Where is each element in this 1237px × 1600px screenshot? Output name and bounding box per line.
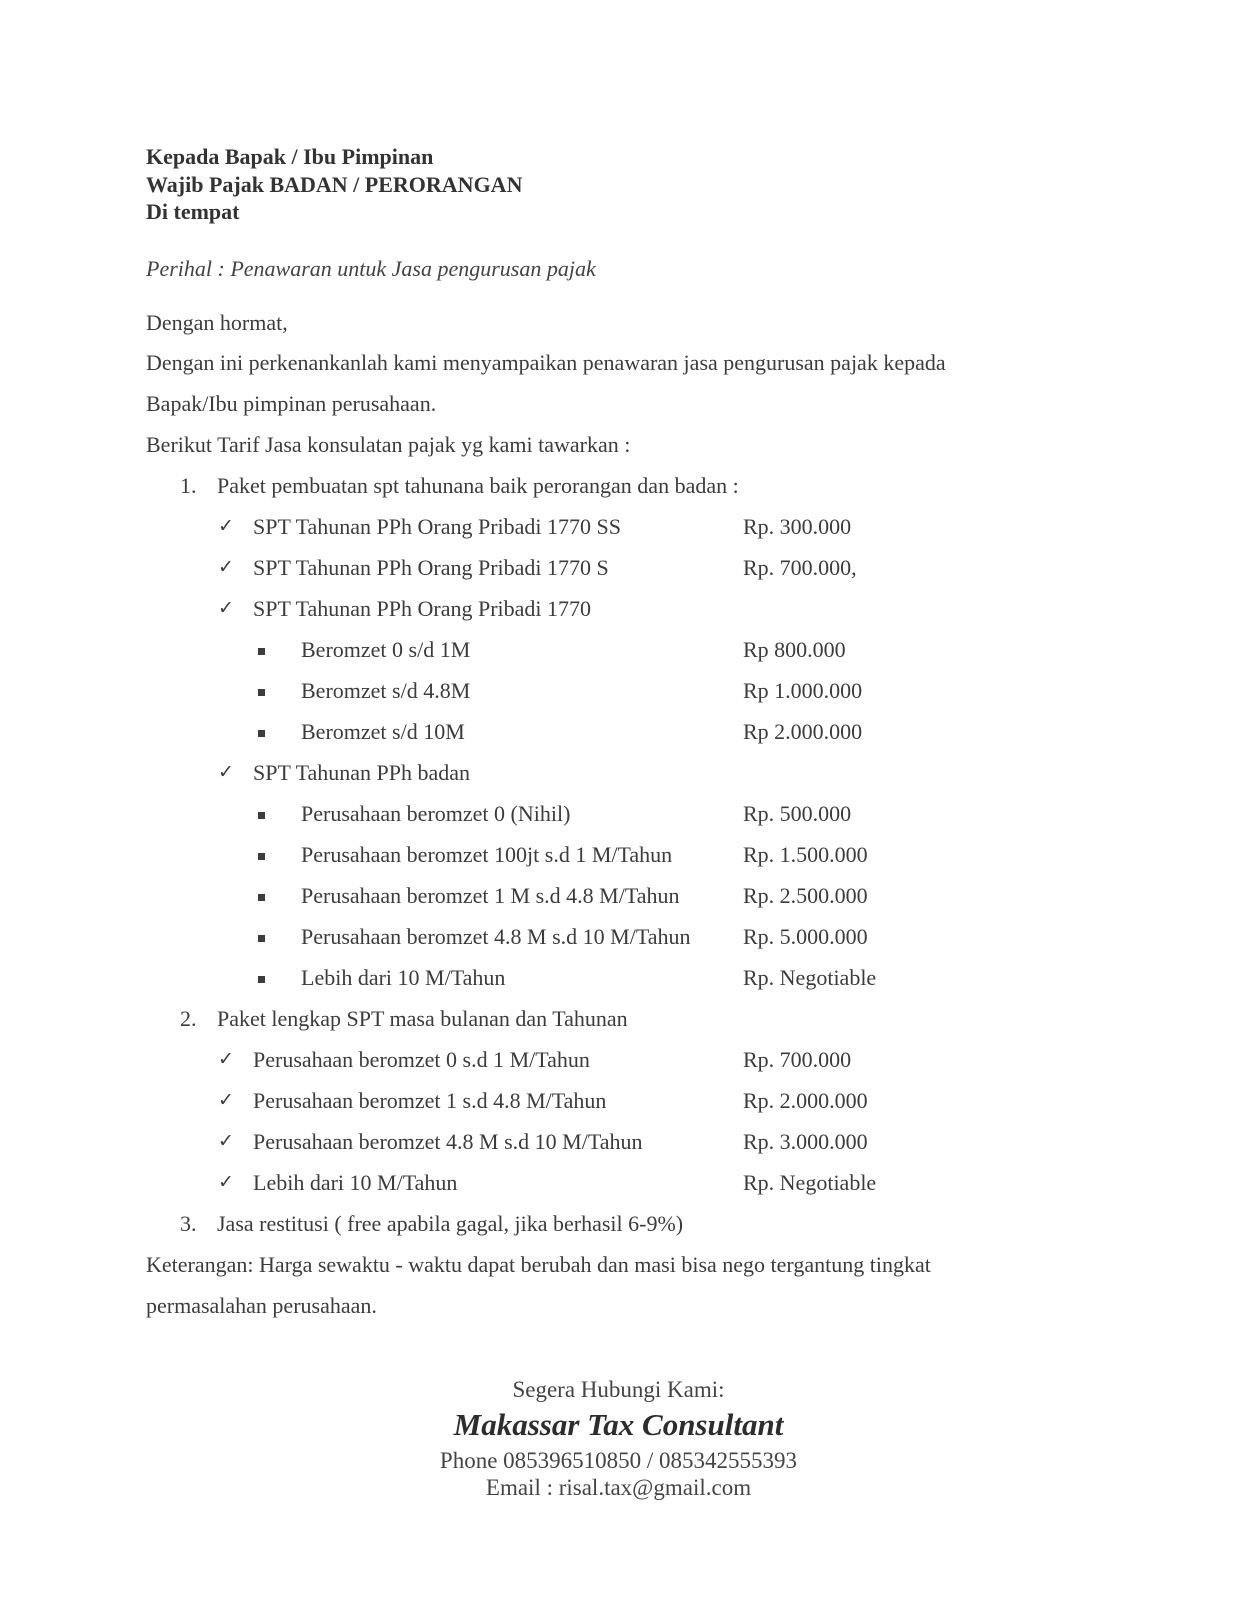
check-icon: ✓ [218,1130,234,1152]
square-bullet-icon [258,894,265,901]
list-item [0,514,1237,544]
check-icon: ✓ [218,597,234,619]
item-label: Perusahaan beromzet 4.8 M s.d 10 M/Tahun [253,1129,643,1154]
list-subitem [0,842,1237,872]
package-2-row [0,1006,1237,1036]
list-item [0,596,1237,626]
list-item [0,1170,1237,1200]
subitem-label: Perusahaan beromzet 1 M s.d 4.8 M/Tahun [301,883,680,908]
square-bullet-icon [258,935,265,942]
list-subitem [0,924,1237,954]
item-price: Rp. 300.000 [743,514,852,539]
package-1-row [0,473,1237,503]
letter-subject: Perihal : Penawaran untuk Jasa pengurusan pajak [146,256,596,281]
package-number: 2. [180,1006,197,1031]
square-bullet-icon [258,976,265,983]
square-bullet-icon [258,689,265,696]
package-title: Paket pembuatan spt tahunana baik perorangan dan badan : [217,473,739,498]
tariff-intro: Berikut Tarif Jasa konsulatan pajak yg kami tawarkan : [146,432,631,457]
list-item [0,555,1237,585]
item-label: Perusahaan beromzet 0 s.d 1 M/Tahun [253,1047,590,1072]
subitem-price: Rp 800.000 [743,637,846,662]
subitem-label: Perusahaan beromzet 100jt s.d 1 M/Tahun [301,842,673,867]
subitem-price: Rp. 5.000.000 [743,924,868,949]
list-subitem [0,678,1237,708]
list-item [0,1088,1237,1118]
subitem-label: Beromzet 0 s/d 1M [301,637,471,662]
list-item [0,1047,1237,1077]
check-icon: ✓ [218,1171,234,1193]
item-label: SPT Tahunan PPh Orang Pribadi 1770 S [253,555,609,580]
item-label: SPT Tahunan PPh Orang Pribadi 1770 SS [253,514,622,539]
package-3-row [0,1211,1237,1241]
contact-email: Email : risal.tax@gmail.com [485,1475,752,1500]
item-label: SPT Tahunan PPh badan [253,760,471,785]
recipient-line-3: Di tempat [146,199,240,224]
recipient-line-2: Wajib Pajak BADAN / PERORANGAN [146,172,523,197]
subitem-price: Rp. Negotiable [743,965,877,990]
subitem-price: Rp. 1.500.000 [743,842,868,867]
item-label: Lebih dari 10 M/Tahun [253,1170,458,1195]
item-price: Rp. 700.000 [743,1047,852,1072]
check-icon: ✓ [218,556,234,578]
item-label: Perusahaan beromzet 1 s.d 4.8 M/Tahun [253,1088,607,1113]
square-bullet-icon [258,730,265,737]
subitem-label: Perusahaan beromzet 0 (Nihil) [301,801,571,826]
subitem-price: Rp. 500.000 [743,801,852,826]
note-line-2: permasalahan perusahaan. [146,1293,377,1318]
check-icon: ✓ [218,761,234,783]
list-item [0,760,1237,790]
intro-line-1: Dengan ini perkenankanlah kami menyampaikan penawaran jasa pengurusan pajak kepada [146,350,946,375]
recipient-line-1: Kepada Bapak / Ibu Pimpinan [146,144,434,169]
list-subitem [0,719,1237,749]
subitem-label: Beromzet s/d 10M [301,719,465,744]
company-name: Makassar Tax Consultant [453,1407,784,1442]
list-subitem [0,965,1237,995]
contact-phone: Phone 085396510850 / 085342555393 [439,1448,798,1473]
package-title: Jasa restitusi ( free apabila gagal, jika berhasil 6-9%) [217,1211,684,1236]
greeting: Dengan hormat, [146,310,288,335]
item-price: Rp. 3.000.000 [743,1129,868,1154]
package-number: 1. [180,473,197,498]
subitem-price: Rp 1.000.000 [743,678,863,703]
square-bullet-icon [258,853,265,860]
package-number: 3. [180,1211,197,1236]
list-subitem [0,883,1237,913]
subitem-price: Rp. 2.500.000 [743,883,868,908]
list-subitem [0,801,1237,831]
item-price: Rp. Negotiable [743,1170,877,1195]
check-icon: ✓ [218,1048,234,1070]
subitem-label: Beromzet s/d 4.8M [301,678,471,703]
square-bullet-icon [258,812,265,819]
intro-line-2: Bapak/Ibu pimpinan perusahaan. [146,391,437,416]
check-icon: ✓ [218,515,234,537]
list-subitem [0,637,1237,667]
check-icon: ✓ [218,1089,234,1111]
square-bullet-icon [258,648,265,655]
item-price: Rp. 700.000, [743,555,857,580]
item-label: SPT Tahunan PPh Orang Pribadi 1770 [253,596,592,621]
list-item [0,1129,1237,1159]
subitem-label: Perusahaan beromzet 4.8 M s.d 10 M/Tahun [301,924,691,949]
subitem-price: Rp 2.000.000 [743,719,863,744]
note-line-1: Keterangan: Harga sewaktu - waktu dapat berubah dan masi bisa nego tergantung tingkat [146,1252,931,1277]
package-title: Paket lengkap SPT masa bulanan dan Tahunan [217,1006,628,1031]
contact-intro: Segera Hubungi Kami: [512,1377,725,1402]
item-price: Rp. 2.000.000 [743,1088,868,1113]
subitem-label: Lebih dari 10 M/Tahun [301,965,506,990]
